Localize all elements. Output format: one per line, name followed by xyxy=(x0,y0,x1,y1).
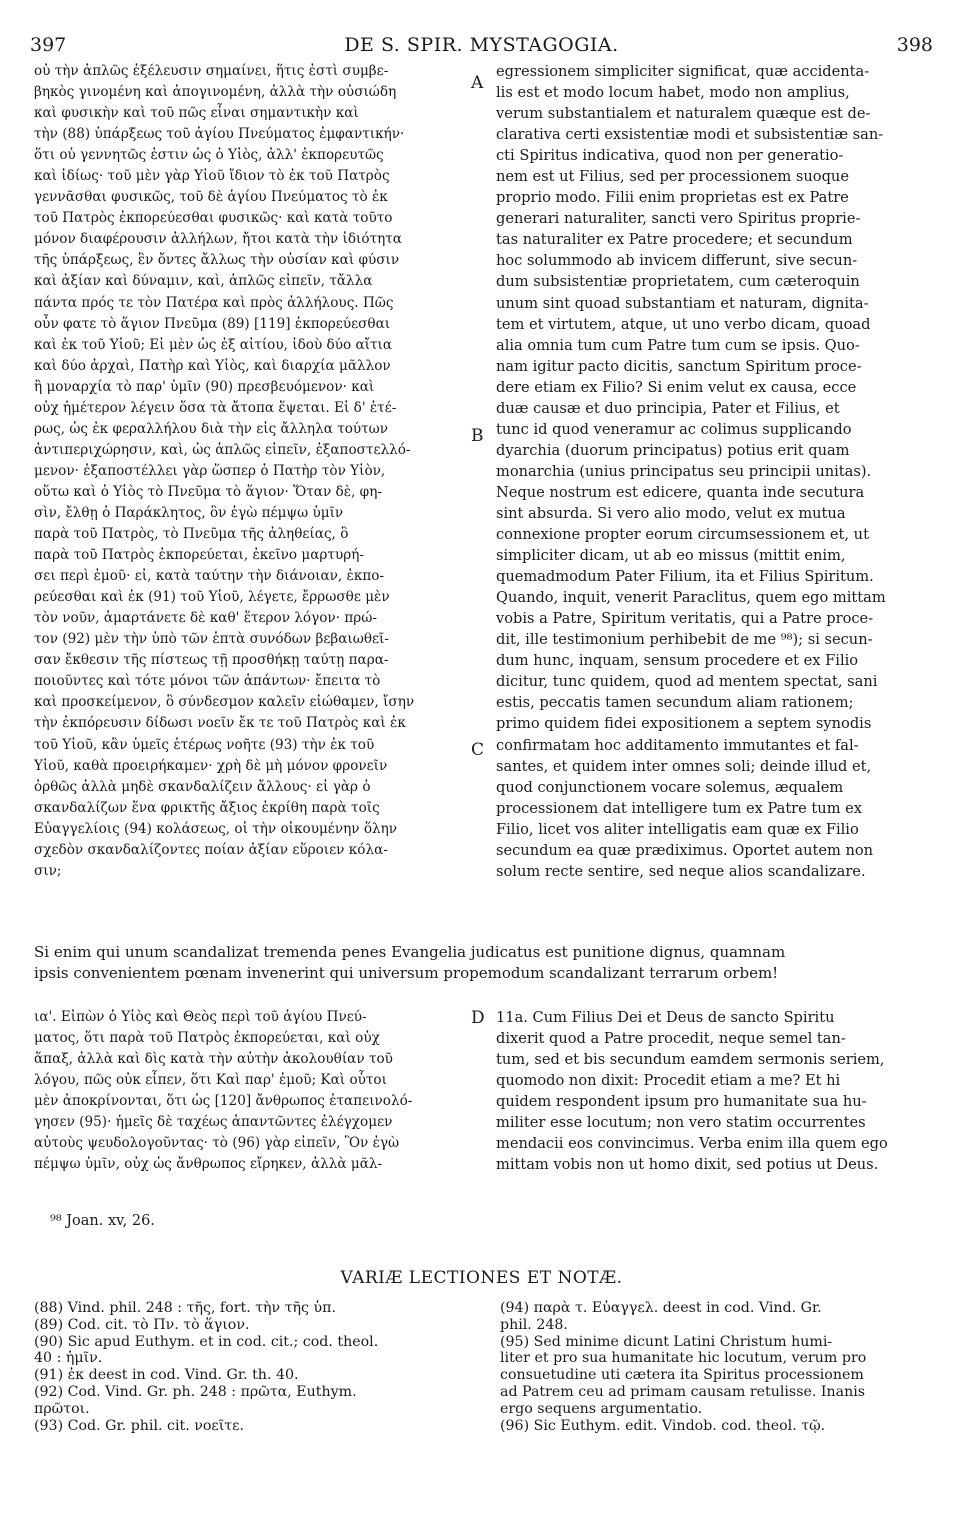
greek-text-line: ματος, ὅτι παρὰ τοῦ Πατρὸς ἐκπορεύεται, καὶ οὐχ xyxy=(34,1030,380,1047)
latin-text-line: hoc solummodo ab invicem differunt, sive secun- xyxy=(496,252,858,270)
latin-text-line: duæ causæ et duo principia, Pater et Filius, et xyxy=(496,399,840,417)
latin-text-line: lis est et modo locum habet, modo non amplius, xyxy=(496,84,850,102)
greek-text-line: πέμψω ὑμῖν, οὐχ ὡς ἄνθρωπος εἴρηκεν, ἀλλὰ μᾶλ- xyxy=(34,1156,383,1173)
greek-text-line: μὲν ἀποκρίνονται, ὅτι ὡς [120] ἄνθρωπος ἐταπεινολό- xyxy=(34,1093,413,1110)
greek-text-line: παρὰ τοῦ Πατρὸς ἐκπορεύεται, ἐκεῖνο μαρτυρή- xyxy=(34,547,364,564)
latin-text-line: estis, peccatis tamen secundum aliam rationem; xyxy=(496,694,854,712)
greek-text-line: ἀντιπεριχώρησιν, καὶ, ὡς ἁπλῶς εἰπεῖν, ἐξαποστελλό- xyxy=(34,441,411,458)
greek-column-upper xyxy=(34,61,476,882)
latin-text-line: militer esse locutum; non vero statim occurrentes xyxy=(496,1114,866,1132)
latin-text-line: unum sint quoad substantiam et naturam, dignita- xyxy=(496,294,869,312)
latin-text-line: tum, sed et bis secundum eamdem sermonis seriem, xyxy=(496,1051,885,1069)
greek-text-line: ρεύεσθαι καὶ ἐκ (91) τοῦ Υἱοῦ, λέγετε, ἔρρωσθε μὲν xyxy=(34,589,390,606)
note-line: (90) Sic apud Euthym. et in cod. cit.; cod. theol. xyxy=(34,1333,379,1350)
greek-text-line: οὕτω καὶ ὁ Υἱὸς τὸ Πνεῦμα τὸ ἅγιον· Ὅταν δὲ, φη- xyxy=(34,483,382,500)
note-line: (96) Sic Euthym. edit. Vindob. cod. theol. τῷ. xyxy=(500,1417,826,1434)
greek-text-line: οὖν φατε τὸ ἅγιον Πνεῦμα (89) [119] ἐκπορεύεσθαι xyxy=(34,315,391,332)
latin-text-line: quemadmodum Pater Filium, ita et Filius Spiritum. xyxy=(496,568,874,586)
latin-text-line: tas naturaliter ex Patre procedere; et secundum xyxy=(496,231,853,249)
greek-text-line: ὅτι οὐ γεννητῶς ἐστιν ὡς ὁ Υἱὸς, ἀλλ' ἐκπορευτῶς xyxy=(34,147,384,164)
latin-text-line: sint absurda. Si vero alio modo, velut ex mutua xyxy=(496,504,846,522)
greek-text-line: παρὰ τοῦ Πατρὸς, τὸ Πνεῦμα τῆς ἀληθείας, ὃ xyxy=(34,526,349,543)
greek-text-line: λόγου, πῶς οὐκ εἶπεν, ὅτι Καὶ παρ' ἐμοῦ; Καὶ οὗτοι xyxy=(34,1072,387,1089)
latin-text-line: primo quidem fidei expositionem a septem synodis xyxy=(496,715,872,733)
page-number-left: 397 xyxy=(30,34,67,56)
note-line: (89) Cod. cit. τὸ Πν. τὸ ἅγιον. xyxy=(34,1316,250,1333)
latin-text-line: dit, ille testimonium perhibebit de me ⁹⁸); si secun- xyxy=(496,631,873,649)
footnote: ⁹⁸ Joan. xv, 26. xyxy=(50,1213,155,1229)
latin-text-line: mittam vobis non ut homo dixit, sed potius ut Deus. xyxy=(496,1156,879,1174)
latin-column-lower xyxy=(496,1007,928,1175)
latin-text-line: dere etiam ex Filio? Si enim velut ex causa, ecce xyxy=(496,378,857,396)
margin-marker-b: B xyxy=(471,426,484,446)
greek-text-line: σὶν, ἔλθῃ ὁ Παράκλητος, ὃν ἐγὼ πέμψω ὑμῖν xyxy=(34,504,344,521)
greek-text-line: σιν; xyxy=(34,862,62,879)
note-line: (95) Sed minime dicunt Latini Christum humi- xyxy=(500,1333,833,1350)
latin-text-line: nam igitur pacto dicitis, sanctum Spiritum proce- xyxy=(496,357,862,375)
greek-text-line: ἢ μοναρχία τὸ παρ' ὑμῖν (90) πρεσβευόμενον· καὶ xyxy=(34,378,375,395)
note-line: (94) παρὰ τ. Εὐαγγελ. deest in cod. Vind. Gr. xyxy=(500,1300,822,1316)
greek-text-line: οὐ τὴν ἁπλῶς ἐξέλευσιν σημαίνει, ἥτις ἐστὶ συμβε- xyxy=(34,63,389,79)
full-width-text-line: Si enim qui unum scandalizat tremenda penes Evangelia judicatus est punitione dignus, quamnam xyxy=(34,943,786,961)
latin-text-line: nem est ut Filius, sed per processionem suoque xyxy=(496,168,849,186)
variae-lectiones-heading: VARIÆ LECTIONES ET NOTÆ. xyxy=(340,1268,623,1288)
latin-text-line: cti Spiritus indicativa, quod non per generatio- xyxy=(496,147,844,165)
full-width-text-line: ipsis convenientem pœnam invenerint qui universum propemodum scandalizant terrarum orbem! xyxy=(34,964,779,982)
latin-text-line: quod conjunctionem vocare solemus, æqualem xyxy=(496,778,844,796)
note-line: (93) Cod. Gr. phil. cit. νοεῖτε. xyxy=(34,1417,245,1434)
latin-text-line: simpliciter dicam, ut ab eo missus (mittit enim, xyxy=(496,547,846,565)
greek-text-line: καὶ ἀξίαν καὶ δύναμιν, καὶ, ἁπλῶς εἰπεῖν, τἄλλα xyxy=(34,273,373,290)
note-line: (88) Vind. phil. 248 : τῆς, fort. τὴν τῆς ὑπ. xyxy=(34,1300,336,1316)
greek-text-line: καὶ δύο ἀρχαὶ, Πατὴρ καὶ Υἱὸς, καὶ διαρχία μᾶλλον xyxy=(34,357,391,374)
note-line: πρῶτοι. xyxy=(34,1400,90,1417)
greek-text-line: τὴν (88) ὑπάρξεως τοῦ ἁγίου Πνεύματος ἐμφαντικήν· xyxy=(34,126,405,143)
note-line: phil. 248. xyxy=(500,1316,568,1333)
latin-text-line: dixerit quod a Patre procedit, neque semel tan- xyxy=(496,1030,846,1048)
greek-text-line: σχεδὸν σκανδαλίζοντες ποίαν ἀξίαν εὕροιεν κόλα- xyxy=(34,841,388,858)
latin-text-line: secundum ea quæ prædiximus. Oportet autem non xyxy=(496,841,874,859)
latin-text-line: Neque nostrum est edicere, quanta inde secutura xyxy=(496,483,865,501)
greek-text-line: καὶ προσκείμενον, ὃ σύνδεσμον καλεῖν εἰώθαμεν, ἴσην xyxy=(34,694,415,711)
greek-text-line: ια'. Εἰπὼν ὁ Υἱὸς καὶ Θεὸς περὶ τοῦ ἁγίου Πνεύ- xyxy=(34,1009,367,1025)
latin-text-line: tunc id quod veneramur ac colimus supplicando xyxy=(496,420,852,438)
latin-text-line: clarativa certi exsistentiæ modi et subsistentiæ san- xyxy=(496,126,884,144)
latin-text-line: vobis a Patre, Spiritum veritatis, qui a Patre proce- xyxy=(496,610,874,628)
notes-right-column xyxy=(500,1300,932,1434)
latin-text-line: tem et virtutem, atque, ut uno verbo dicam, quoad xyxy=(496,315,871,333)
greek-text-line: μόνον διαφέρουσιν ἀλλήλων, ἤτοι κατὰ τὴν ἰδιότητα xyxy=(34,231,402,248)
greek-text-line: βηκὸς γινομένη καὶ ἀπογινομένη, ἀλλὰ τὴν οὐσιώδη xyxy=(34,84,397,101)
greek-text-line: τον (92) μὲν τὴν ὑπὸ τῶν ἑπτὰ συνόδων βεβαιωθεῖ- xyxy=(34,631,389,648)
margin-marker-a: A xyxy=(471,73,484,93)
greek-column-lower xyxy=(34,1007,476,1175)
greek-text-line: ποιοῦντες καὶ τότε μόνοι τῶν ἁπάντων· ἔπειτα τὸ xyxy=(34,673,381,690)
greek-text-line: σει περὶ ἐμοῦ· εἰ, κατὰ ταύτην τὴν διάνοιαν, ἐκπο- xyxy=(34,568,385,585)
note-line: ergo sequens argumentatio. xyxy=(500,1400,703,1417)
note-line: 40 : ἡμῖν. xyxy=(34,1350,103,1367)
latin-text-line: egressionem simpliciter significat, quæ accidenta- xyxy=(496,63,870,80)
greek-text-line: γεννᾶσθαι φυσικῶς, τοῦ δὲ ἁγίου Πνεύματος τὸ ἐκ xyxy=(34,189,388,206)
greek-text-line: καὶ ἰδίως· τοῦ μὲν γὰρ Υἱοῦ ἴδιον τὸ ἐκ τοῦ Πατρὸς xyxy=(34,168,390,185)
greek-text-line: τοῦ Υἱοῦ, κἂν ὑμεῖς ἑτέρως νοῆτε (93) τὴν ἐκ τοῦ xyxy=(34,736,375,753)
margin-marker-d: D xyxy=(471,1008,485,1028)
greek-text-line: οὐχ ἡμέτερον λέγειν ὅσα τὰ ἄτοπα ἕψεται. Εἰ δ' ἑτέ- xyxy=(34,399,397,416)
latin-text-line: dum subsistentiæ proprietatem, cum cæteroquin xyxy=(496,273,860,291)
greek-text-line: ὀρθῶς ἀλλὰ μηδὲ σκανδαλίζειν ἄλλους· εἰ γὰρ ὁ xyxy=(34,778,371,795)
latin-text-line: generari naturaliter, sancti vero Spiritus proprie- xyxy=(496,210,861,228)
latin-text-line: Quando, inquit, venerit Paraclitus, quem ego mittam xyxy=(496,589,886,607)
latin-column-upper xyxy=(496,61,928,882)
greek-text-line: τοῦ Πατρὸς ἐκπορεύεσθαι φυσικῶς· καὶ κατὰ τοῦτο xyxy=(34,210,393,227)
latin-text-line: santes, et quidem inter omnes soli; deinde illud et, xyxy=(496,757,872,775)
greek-text-line: ἅπαξ, ἀλλὰ καὶ δὶς κατὰ τὴν αὐτὴν ἀκολουθίαν τοῦ xyxy=(34,1051,393,1068)
greek-text-line: πάντα πρός τε τὸν Πατέρα καὶ πρὸς ἀλλήλους. Πῶς xyxy=(34,294,394,311)
greek-text-line: σκανδαλίζων ἕνα φρικτῆς ἄξιος ἐκρίθη παρὰ τοῖς xyxy=(34,799,380,816)
greek-text-line: Υἱοῦ, καθὰ προειρήκαμεν· χρὴ δὲ μὴ μόνον φρονεῖν xyxy=(34,757,388,774)
margin-marker-c: C xyxy=(471,740,485,760)
greek-text-line: μενον· ἐξαποστέλλει γὰρ ὥσπερ ὁ Πατὴρ τὸν Υἱὸν, xyxy=(34,462,386,479)
greek-text-line: γησεν (95)· ἡμεῖς δὲ ταχέως ἀπαντῶντες ἐλέγχομεν xyxy=(34,1114,393,1131)
greek-text-line: καὶ φυσικὴν καὶ τοῦ πῶς εἶναι σημαντικὴν καὶ xyxy=(34,105,359,122)
greek-text-line: αὐτοὺς ψευδολογοῦντας· τὸ (96) γὰρ εἰπεῖν, Ὃν ἐγὼ xyxy=(34,1135,400,1152)
note-line: liter et pro sua humanitate hic locutum, verum pro xyxy=(500,1350,867,1367)
note-line: (92) Cod. Vind. Gr. ph. 248 : πρῶτα, Euthym. xyxy=(34,1383,357,1400)
latin-text-line: mendacii eos convincimus. Verba enim illa quem ego xyxy=(496,1135,888,1153)
greek-text-line: τὴν ἐκπόρευσιν δίδωσι νοεῖν ἔκ τε τοῦ Πατρὸς καὶ ἐκ xyxy=(34,715,406,732)
note-line: ad Patrem ceu ad primam causam retulisse. Inanis xyxy=(500,1383,866,1400)
latin-text-line: alia omnia tum cum Patre tum cum se ipsis. Quo- xyxy=(496,336,860,354)
greek-text-line: τῆς ὑπάρξεως, ἓν ὄντες ἄλλως τὴν οὐσίαν καὶ φύσιν xyxy=(34,252,400,269)
page-header xyxy=(30,34,933,60)
latin-text-line: confirmatam hoc additamento immutantes et fal- xyxy=(496,736,859,754)
latin-text-line: 11a. Cum Filius Dei et Deus de sancto Spiritu xyxy=(496,1009,835,1026)
latin-text-line: quomodo non dixit: Procedit etiam a me? Et hi xyxy=(496,1072,841,1090)
greek-text-line: τὸν νοῦν, ἁμαρτάνετε δὲ καθ' ἕτερον λόγον· πρώ- xyxy=(34,610,377,627)
latin-text-line: monarchia (unius principatus seu principii unitas). xyxy=(496,462,872,480)
latin-text-line: verum substantialem et naturalem quæque est de- xyxy=(496,105,871,123)
greek-text-line: καὶ ἐκ τοῦ Υἱοῦ; Εἰ μὲν ὡς ἐξ αἰτίου, ἰδοὺ δύο αἴτια xyxy=(34,336,393,353)
latin-text-line: solum recte sentire, sed neque alios scandalizare. xyxy=(496,862,866,880)
full-width-latin-text xyxy=(34,942,924,984)
greek-text-line: ρως, ὡς ἐκ φεραλλήλου διὰ τὴν εἰς ἄλληλα τούτων xyxy=(34,420,389,437)
latin-text-line: dum hunc, inquam, sensum procedere et ex Filio xyxy=(496,652,859,670)
greek-text-line: Εὐαγγελίοις (94) κολάσεως, οἱ τὴν οἰκουμένην ὅλην xyxy=(34,820,398,837)
latin-text-line: connexione propter eorum circumsessionem et, ut xyxy=(496,526,869,544)
note-line: consuetudine uti cætera ita Spiritus processionem xyxy=(500,1367,864,1384)
running-title: DE S. SPIR. MYSTAGOGIA. xyxy=(344,34,619,56)
notes-left-column xyxy=(34,1300,470,1434)
latin-text-line: quidem respondent ipsum pro humanitate sua hu- xyxy=(496,1093,867,1111)
greek-text-line: σαν ἔκθεσιν τῆς πίστεως τῇ προσθήκῃ ταύτῃ παρα- xyxy=(34,652,389,669)
latin-text-line: dyarchia (duorum principatus) potius erit quam xyxy=(496,441,850,459)
latin-text-line: processionem dat intelligere tum ex Patre tum ex xyxy=(496,799,863,817)
latin-text-line: Filio, licet vos aliter intelligatis eam quæ ex Filio xyxy=(496,820,859,838)
latin-text-line: proprio modo. Filii enim proprietas est ex Patre xyxy=(496,189,849,207)
note-line: (91) ἐκ deest in cod. Vind. Gr. th. 40. xyxy=(34,1367,299,1384)
latin-text-line: dicitur, tunc quidem, quod ad mentem spectat, sani xyxy=(496,673,878,691)
page-number-right: 398 xyxy=(896,34,933,56)
